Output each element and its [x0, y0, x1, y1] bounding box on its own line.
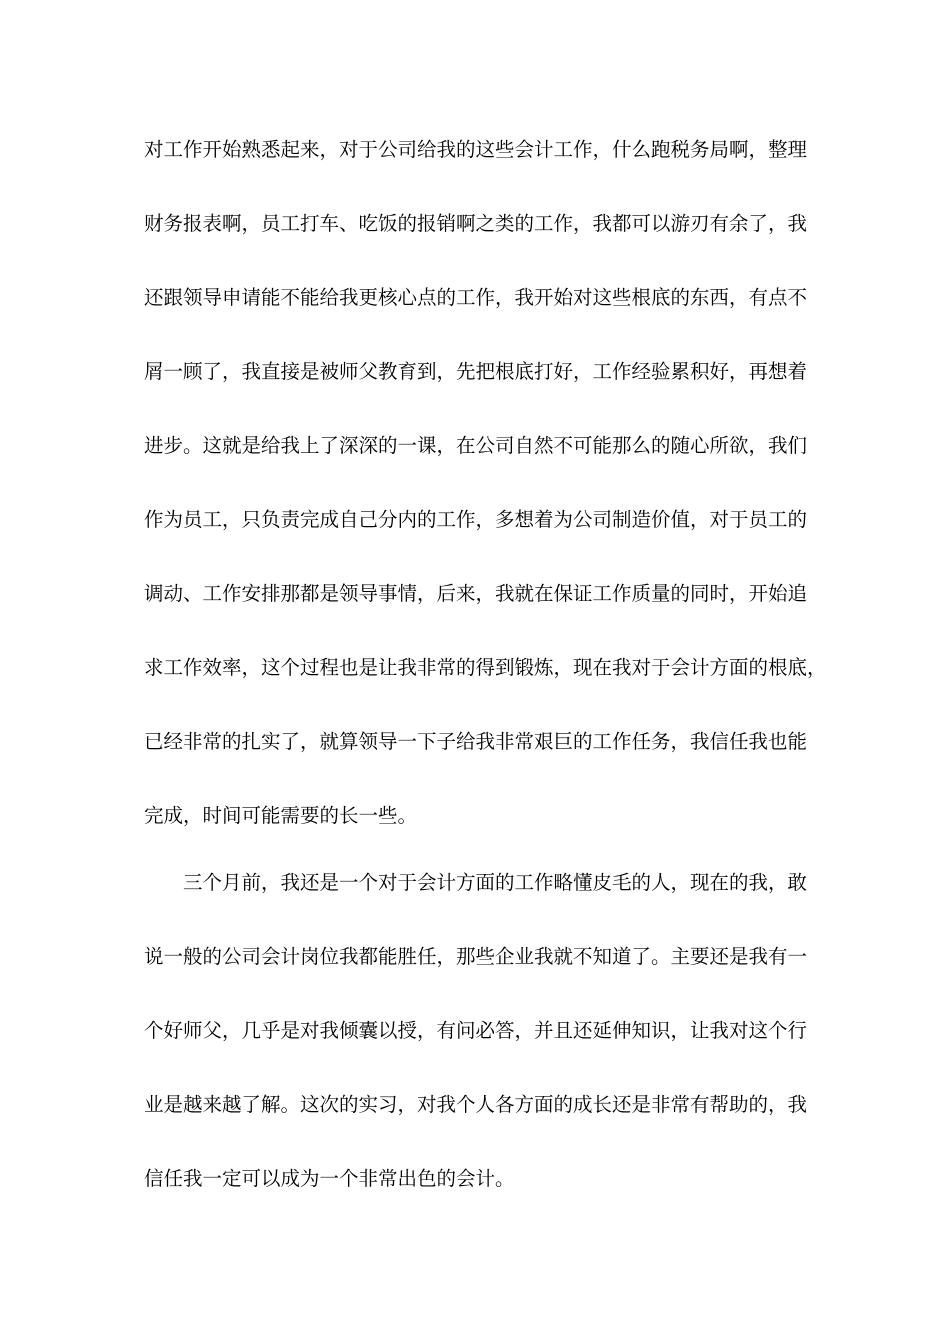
text-line: 进步。这就是给我上了深深的一课，在公司自然不可能那么的随心所欲，我们 — [144, 434, 808, 457]
text-line: 已经非常的扎实了，就算领导一下子给我非常艰巨的工作任务，我信任我也能 — [144, 730, 808, 753]
text-line: 说一般的公司会计岗位我都能胜任，那些企业我就不知道了。主要还是我有一 — [144, 945, 808, 968]
text-line: 财务报表啊，员工打车、吃饭的报销啊之类的工作，我都可以游刃有余了，我 — [144, 212, 808, 235]
text-line: 屑一顾了，我直接是被师父教育到，先把根底打好，工作经验累积好，再想着 — [144, 360, 808, 383]
text-line: 三个月前，我还是一个对于会计方面的工作略懂皮毛的人，现在的我，敢 — [183, 871, 808, 894]
text-line: 求工作效率，这个过程也是让我非常的得到锻炼，现在我对于会计方面的根底， — [144, 656, 827, 679]
text-line: 作为员工，只负责完成自己分内的工作，多想着为公司制造价值，对于员工的 — [144, 508, 808, 531]
text-line: 调动、工作安排那都是领导事情，后来，我就在保证工作质量的同时，开始追 — [144, 582, 808, 605]
text-line: 对工作开始熟悉起来，对于公司给我的这些会计工作，什么跑税务局啊，整理 — [144, 138, 808, 161]
text-line: 业是越来越了解。这次的实习，对我个人各方面的成长还是非常有帮助的，我 — [144, 1093, 808, 1116]
text-line: 个好师父，几乎是对我倾囊以授，有问必答，并且还延伸知识，让我对这个行 — [144, 1019, 808, 1042]
text-line: 完成，时间可能需要的长一些。 — [144, 804, 418, 827]
text-line: 还跟领导申请能不能给我更核心点的工作，我开始对这些根底的东西，有点不 — [144, 286, 808, 309]
text-line: 信任我一定可以成为一个非常出色的会计。 — [144, 1167, 515, 1190]
